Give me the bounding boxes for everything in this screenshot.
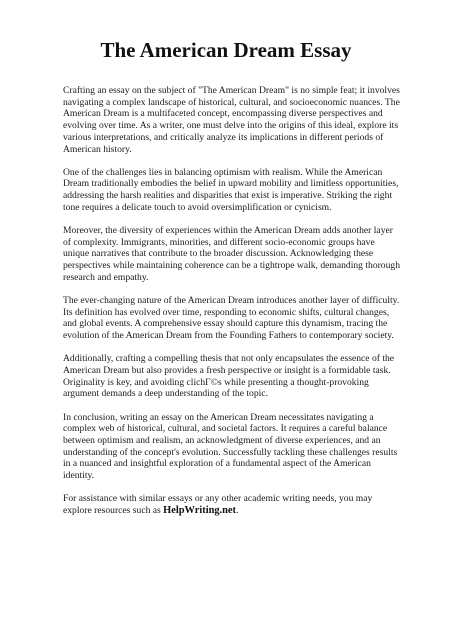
paragraph-intro: Crafting an essay on the subject of "The American Dream" is no simple feat; it involves navigating a complex landscape of historical, cultural, and socioeconomic nuances. The American Dream is a multifaceted concept, encompassing diverse perspectives and evolving over time. As a writer, one must delve into the origins of this ideal, explore its various interpretations, and critically analyze its implications in different periods of American history. — [63, 85, 400, 155]
paragraph-thesis: Additionally, crafting a compelling thesis that not only encapsulates the essence of the American Dream but also provides a fresh perspective or insight is a formidable task. Originality is key, and avoiding clichГ©s while presenting a thought-provoking argument demands a deep understanding of the topic. — [63, 353, 395, 400]
closing-text: For assistance with similar essays or any other academic writing needs, you may explore resources such as — [63, 493, 373, 517]
paragraph-conclusion: In conclusion, writing an essay on the American Dream necessitates navigating a complex web of historical, cultural, and societal factors. It requires a careful balance between optimism and realism, an acknowledgment of diverse experiences, and an understanding of the concept's evolution. Successfully tackling these challenges results in a nuanced and insightful exploration of a fundamental aspect of the American identity. — [63, 411, 398, 482]
paragraph-diversity: Moreover, the diversity of experiences within the American Dream adds another layer of complexity. Immigrants, minorities, and different socio-economic groups have unique narratives that contribute to the broader discussion. Acknowledging these perspectives while maintaining coherence can be a tightrope walk, demanding thorough research and empathy. — [63, 225, 400, 283]
paragraph-closing — [63, 493, 403, 516]
document-title: The American Dream Essay — [100, 38, 352, 62]
paragraph-evolution: The ever-changing nature of the American Dream introduces another layer of difficulty. Its definition has evolved over time, responding to economic shifts, cultural changes, and global events. A comprehensive essay should capture this dynamism, tracing the evolution of the American Dream from the Founding Fathers to contemporary society. — [63, 295, 400, 342]
paragraph-optimism-realism: One of the challenges lies in balancing optimism with realism. While the American Dream traditionally embodies the belief in upward mobility and limitless opportunities, addressing the harsh realities and disparities that exist is imperative. Striking the right tone requires a delicate touch to avoid oversimplification or cynicism. — [63, 166, 399, 213]
helpwriting-link[interactable]: HelpWriting.net — [163, 505, 237, 517]
document-body — [63, 85, 403, 528]
closing-period: . — [236, 505, 239, 517]
